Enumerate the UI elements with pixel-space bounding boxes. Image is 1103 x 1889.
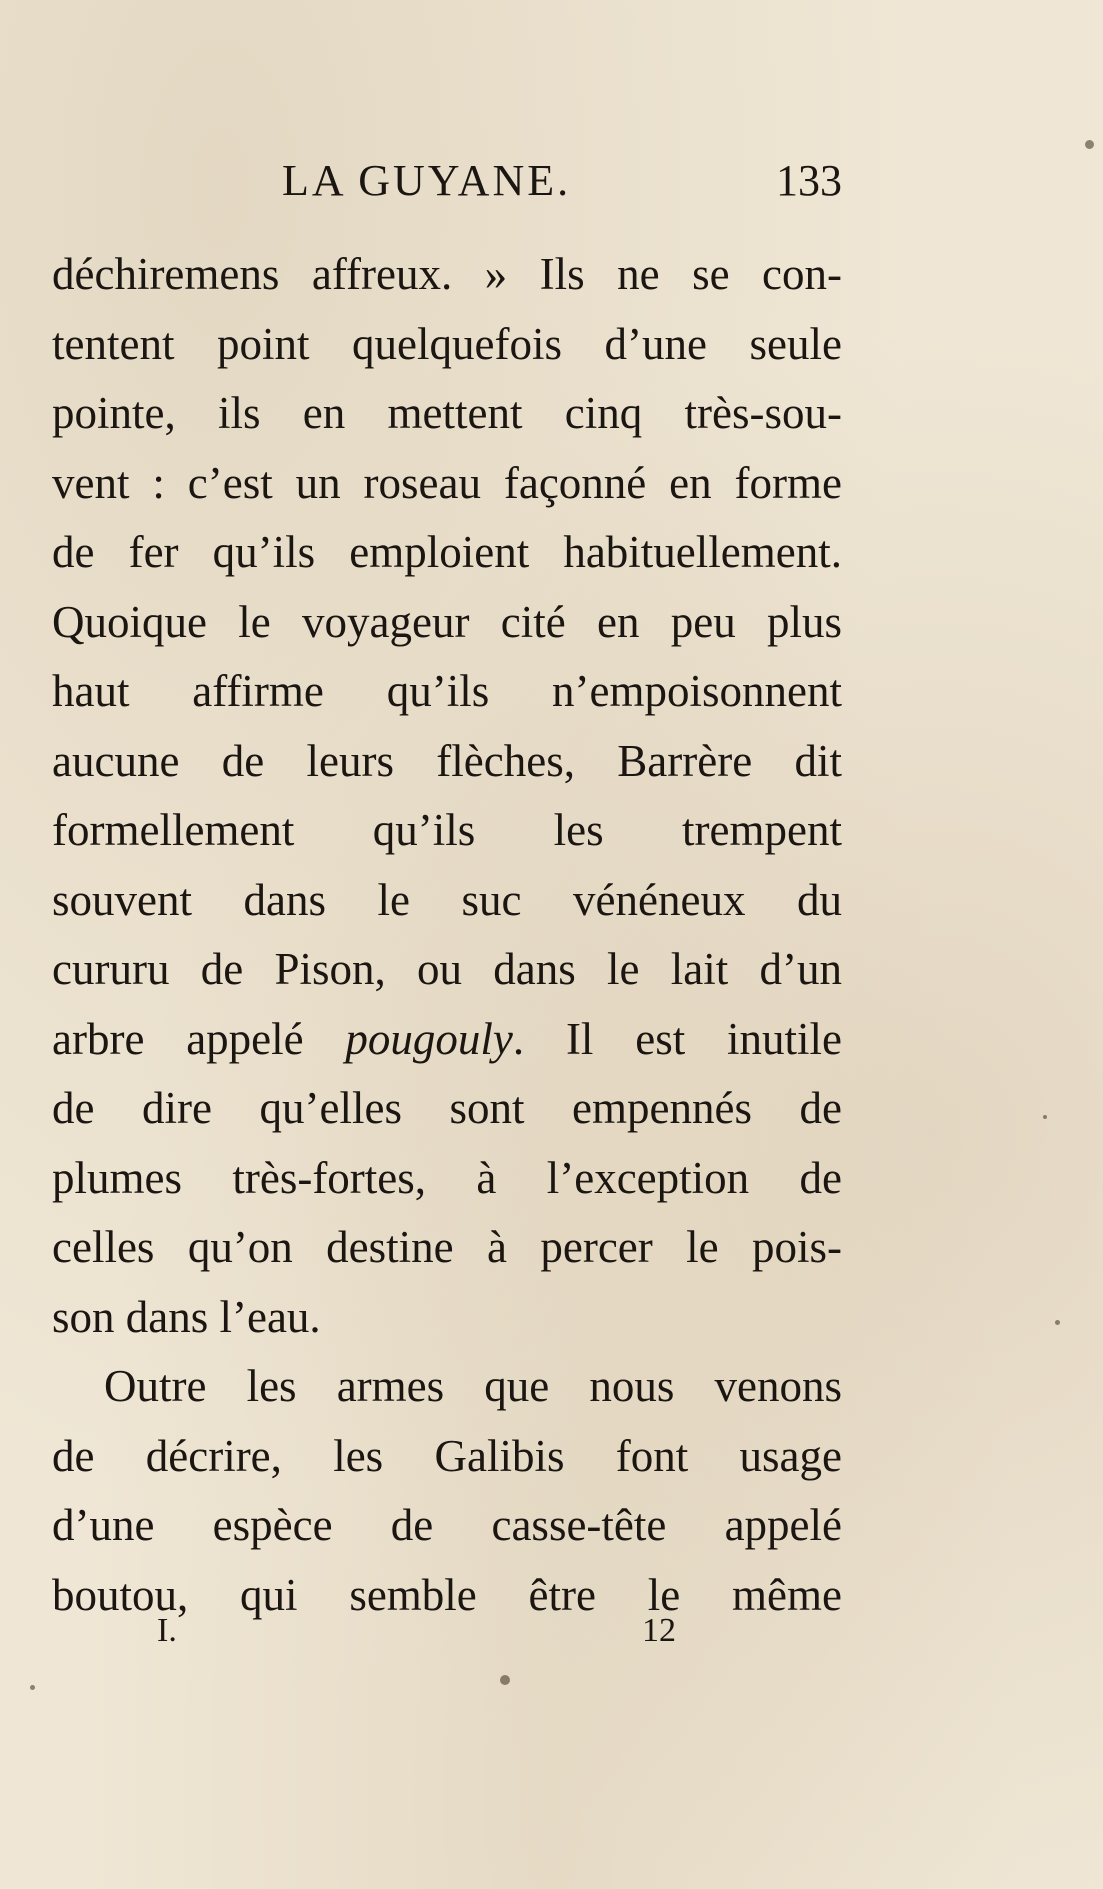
text-line: de dire qu’elles sont empennés de bbox=[52, 1083, 842, 1133]
running-title: LA GUYANE. bbox=[282, 156, 572, 205]
paper-speck bbox=[1043, 1115, 1047, 1119]
signature-line bbox=[52, 1612, 842, 1662]
text-segment: . Il est inutile bbox=[512, 1013, 842, 1064]
text-segment: arbre appelé bbox=[52, 1013, 346, 1064]
text-line: de fer qu’ils emploient habituellement. bbox=[52, 527, 842, 577]
paper-speck bbox=[1055, 1320, 1060, 1325]
text-line: plumes très-fortes, à l’exception de bbox=[52, 1152, 842, 1203]
body-text bbox=[52, 240, 842, 1630]
running-head bbox=[52, 155, 842, 215]
text-line: formellement qu’ils les trempent bbox=[52, 805, 842, 855]
text-line: souvent dans le suc vénéneux du bbox=[52, 874, 842, 925]
text-line: haut affirme qu’ils n’empoisonnent bbox=[52, 666, 842, 716]
text-line: Quoique le voyageur cité en peu plus bbox=[52, 596, 842, 647]
text-line: déchiremens affreux. » Ils ne se con- bbox=[52, 249, 842, 299]
page-number: 133 bbox=[776, 156, 842, 205]
volume-mark: I. bbox=[157, 1612, 177, 1649]
text-line: boutou, qui semble être le même bbox=[52, 1569, 842, 1620]
paper-speck bbox=[500, 1675, 510, 1685]
text-line: tentent point quelquefois d’une seule bbox=[52, 318, 842, 369]
text-line: d’une espèce de casse-tête appelé bbox=[52, 1500, 842, 1550]
text-line: de décrire, les Galibis font usage bbox=[52, 1430, 842, 1481]
text-line: celles qu’on destine à percer le pois- bbox=[52, 1222, 842, 1272]
italic-term: pougouly bbox=[345, 1013, 513, 1064]
text-line: cururu de Pison, ou dans le lait d’un bbox=[52, 944, 842, 994]
text-line-with-italic bbox=[52, 1005, 842, 1075]
paper-speck bbox=[30, 1685, 35, 1690]
paragraph-start-line: Outre les armes que nous venons bbox=[104, 1361, 842, 1411]
text-line: vent : c’est un roseau façonné en forme bbox=[52, 457, 842, 508]
signature-mark: 12 bbox=[642, 1612, 676, 1649]
text-line: aucune de leurs flèches, Barrère dit bbox=[52, 735, 842, 786]
text-line: pointe, ils en mettent cinq très-sou- bbox=[52, 388, 842, 438]
paper-speck bbox=[1085, 140, 1094, 149]
paragraph-end-line: son dans l’eau. bbox=[52, 1291, 321, 1342]
